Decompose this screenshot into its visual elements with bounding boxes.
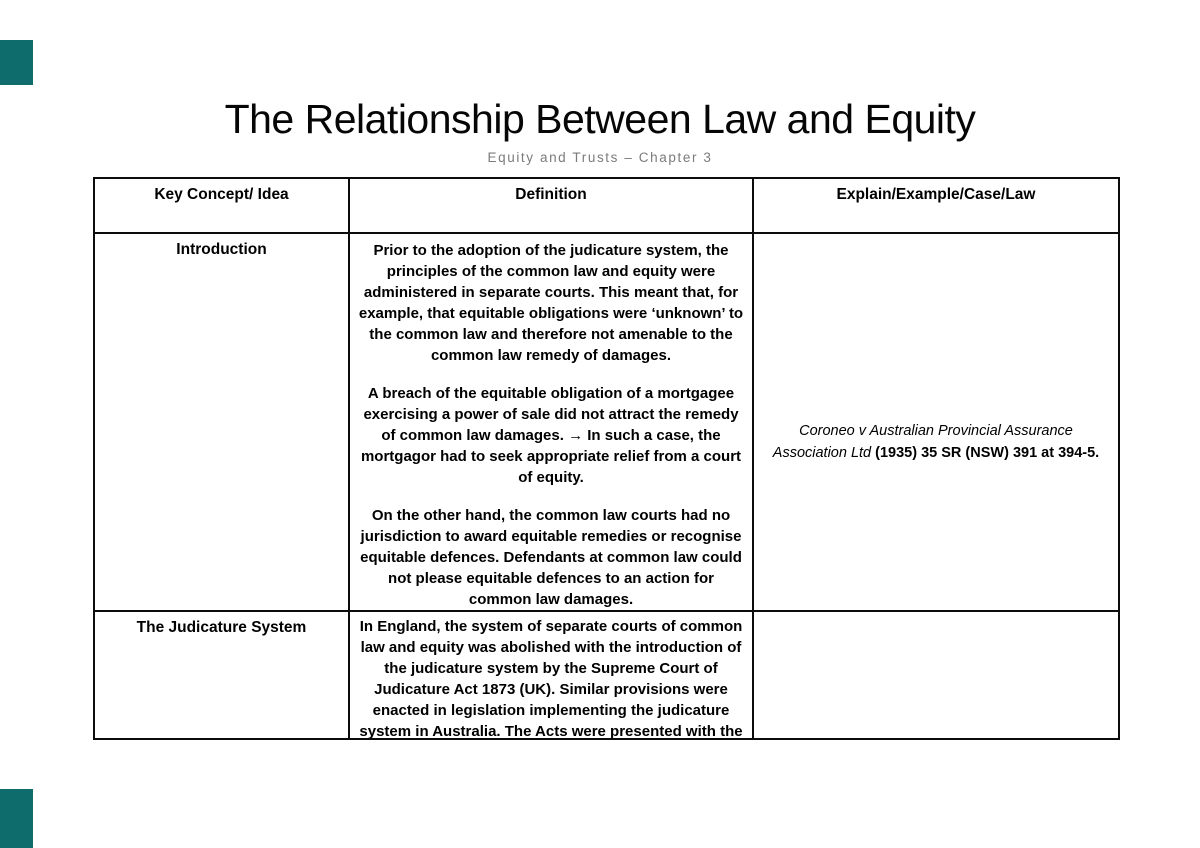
example-cell-judicature-system — [753, 611, 1119, 739]
page-subtitle: Equity and Trusts – Chapter 3 — [487, 150, 713, 165]
table-row-judicature-system — [94, 611, 1119, 739]
concept-cell-judicature-system: The Judicature System — [94, 611, 349, 739]
case-citation — [754, 420, 1118, 464]
definition-paragraph: In England, the system of separate courts of common law and equity was abolished with the introduction of the judicature system by the Supreme Court of Judicature Act 1873 (UK). Similar provisions were enacted in legislation implementing the judicature system in Australia. The Acts were presented with the — [359, 618, 743, 738]
header-row — [94, 178, 1119, 233]
column-header-definition: Definition — [349, 178, 753, 233]
definition-cell-judicature-system — [349, 611, 753, 739]
definition-paragraph: A breach of the equitable obligation of a mortgagee exercising a power of sale did not attract the remedy of common law damages. → In such a case, the mortgagor had to seek appropriate relief from a court of equity. — [360, 385, 742, 486]
case-reference: (1935) 35 SR (NSW) 391 at 394-5. — [871, 445, 1100, 461]
page-title: The Relationship Between Law and Equity — [224, 96, 976, 142]
column-header-key-concept: Key Concept/ Idea — [94, 178, 349, 233]
page-edge-marker-top — [0, 40, 33, 85]
table-row-introduction — [94, 233, 1119, 611]
definition-paragraph: Prior to the adoption of the judicature system, the principles of the common law and equity were administered in separate courts. This meant that, for example, that equitable obligations were ‘unknown’ to the common law and therefore not amenable to the common law remedy of damages. — [358, 242, 744, 364]
example-cell-introduction — [753, 233, 1119, 611]
definition-cell-introduction — [349, 233, 753, 611]
concept-cell-introduction: Introduction — [94, 233, 349, 611]
definition-paragraph: On the other hand, the common law courts had no jurisdiction to award equitable remedies or recognise equitable defences. Defendants at common law could not please equitable defences to an action for common law damages. — [360, 507, 742, 608]
notes-table — [93, 177, 1120, 740]
page-edge-marker-bottom — [0, 789, 33, 848]
column-header-explain-example-case-law: Explain/Example/Case/Law — [753, 178, 1119, 233]
case-name: Coroneo v Australian Provincial Assurance Association Ltd — [772, 423, 1073, 461]
